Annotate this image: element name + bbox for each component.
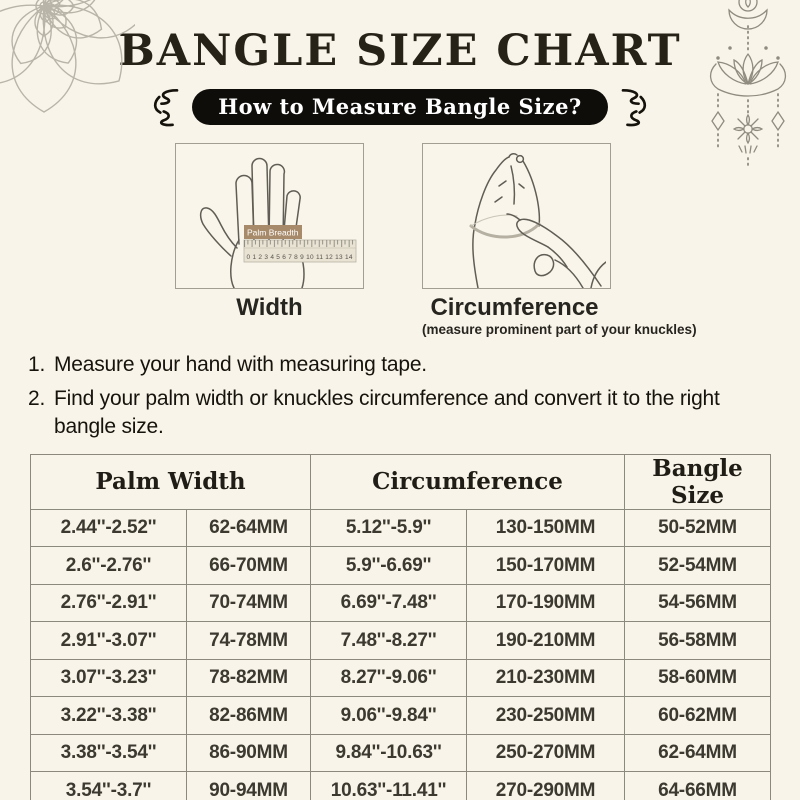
- palm-width-in: 3.54''-3.7'': [31, 772, 187, 800]
- hand-circumference-illustration: [423, 144, 606, 288]
- flourish-right-icon: [618, 87, 648, 127]
- size-row: [31, 622, 771, 660]
- palm-width-mm: 62-64MM: [187, 509, 311, 547]
- header-circumference: Circumference: [311, 454, 625, 509]
- bangle-size: 50-52MM: [625, 509, 771, 547]
- step-number: 2.: [28, 387, 46, 411]
- instruction-list: [28, 351, 800, 440]
- circumference-mm: 270-290MM: [467, 772, 625, 800]
- size-row: [31, 697, 771, 735]
- how-to-measure-pill: How to Measure Bangle Size?: [192, 89, 608, 125]
- mandala-corner-icon: [0, 0, 135, 135]
- circumference-in: 7.48''-8.27'': [311, 622, 467, 660]
- bangle-size-table: [30, 454, 771, 800]
- size-row: [31, 509, 771, 547]
- size-row: [31, 547, 771, 585]
- circumference-mm: 130-150MM: [467, 509, 625, 547]
- palm-width-in: 2.91''-3.07'': [31, 622, 187, 660]
- palm-width-mm: 90-94MM: [187, 772, 311, 800]
- step-text: Find your palm width or knuckles circumference and convert it to the right bangle size.: [54, 387, 720, 438]
- circumference-in: 6.69''-7.48'': [311, 584, 467, 622]
- bangle-size: 56-58MM: [625, 622, 771, 660]
- circumference-mm: 150-170MM: [467, 547, 625, 585]
- circumference-note: (measure prominent part of your knuckles): [422, 322, 697, 337]
- circumference-caption: Circumference: [430, 294, 599, 321]
- size-row: [31, 584, 771, 622]
- circumference-in: 10.63''-11.41'': [311, 772, 467, 800]
- palm-width-mm: 70-74MM: [187, 584, 311, 622]
- table-header-row: [31, 454, 771, 509]
- palm-width-mm: 66-70MM: [187, 547, 311, 585]
- circumference-mm: 170-190MM: [467, 584, 625, 622]
- bangle-size: 54-56MM: [625, 584, 771, 622]
- size-row: [31, 734, 771, 772]
- bangle-size: 64-66MM: [625, 772, 771, 800]
- step-number: 1.: [28, 353, 46, 376]
- hanging-lotus-icon: [688, 0, 800, 170]
- circumference-figure-box: [422, 143, 611, 289]
- palm-width-in: 2.44''-2.52'': [31, 509, 187, 547]
- header-palm-width: Palm Width: [31, 454, 311, 509]
- palm-width-in: 2.6''-2.76'': [31, 547, 187, 585]
- bangle-size: 52-54MM: [625, 547, 771, 585]
- bangle-size: 60-62MM: [625, 697, 771, 735]
- palm-width-in: 3.22''-3.38'': [31, 697, 187, 735]
- circumference-in: 9.84''-10.63'': [311, 734, 467, 772]
- palm-width-mm: 74-78MM: [187, 622, 311, 660]
- circumference-mm: 250-270MM: [467, 734, 625, 772]
- step-text: Measure your hand with measuring tape.: [54, 353, 427, 376]
- palm-width-in: 2.76''-2.91'': [31, 584, 187, 622]
- circumference-mm: 230-250MM: [467, 697, 625, 735]
- flourish-left-icon: [152, 87, 182, 127]
- ruler-numbers: 0 1 2 3 4 5 6 7 8 9 10 11 12 13 14: [246, 254, 353, 261]
- size-row: [31, 772, 771, 800]
- instruction-step-2: [28, 385, 800, 440]
- bangle-size: 62-64MM: [625, 734, 771, 772]
- circumference-mm: 210-230MM: [467, 659, 625, 697]
- page-title: BANGLE SIZE CHART: [118, 26, 682, 76]
- circumference-in: 5.9''-6.69'': [311, 547, 467, 585]
- bangle-size: 58-60MM: [625, 659, 771, 697]
- width-figure-box: [175, 143, 364, 289]
- size-row: [31, 659, 771, 697]
- instruction-step-1: [28, 351, 800, 378]
- palm-width-mm: 82-86MM: [187, 697, 311, 735]
- circumference-in: 9.06''-9.84'': [311, 697, 467, 735]
- circumference-mm: 190-210MM: [467, 622, 625, 660]
- circumference-in: 8.27''-9.06'': [311, 659, 467, 697]
- header-bangle-size: Bangle Size: [625, 454, 771, 509]
- palm-width-in: 3.07''-3.23'': [31, 659, 187, 697]
- width-caption: Width: [236, 294, 303, 321]
- palm-width-mm: 86-90MM: [187, 734, 311, 772]
- hand-width-illustration: [176, 144, 363, 288]
- palm-width-in: 3.38''-3.54'': [31, 734, 187, 772]
- figure-captions: [175, 295, 800, 338]
- palm-breadth-tag-label: Palm Breadth: [247, 227, 299, 238]
- palm-width-mm: 78-82MM: [187, 659, 311, 697]
- circumference-in: 5.12''-5.9'': [311, 509, 467, 547]
